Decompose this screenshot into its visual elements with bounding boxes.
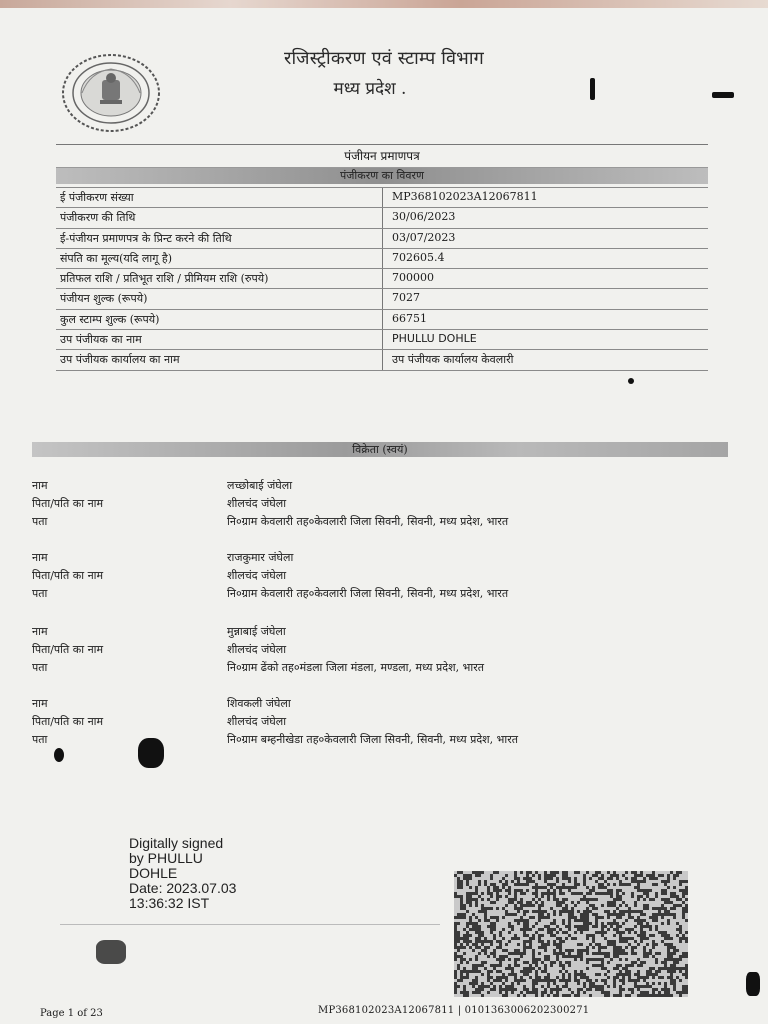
father-label: पिता/पति का नाम	[32, 715, 104, 728]
row-label: पंजीकरण की तिथि	[60, 211, 136, 225]
name-label: नाम	[32, 479, 48, 492]
table-row	[56, 330, 708, 350]
row-value: MP368102023A12067811	[392, 190, 538, 203]
seller-father: शीलचंद जंघेला	[227, 643, 287, 656]
signature-line: by PHULLU	[129, 850, 203, 866]
digital-signature	[129, 836, 269, 911]
row-label: पंजीयन शुल्क (रूपये)	[60, 292, 148, 306]
seller-entry	[32, 694, 732, 748]
scan-mark	[54, 748, 64, 762]
seller-name: शिवकली जंघेला	[227, 697, 291, 710]
signature-date: Date: 2023.07.03	[129, 880, 237, 896]
registration-details-subtitle: पंजीकरण का विवरण	[56, 168, 708, 184]
seller-name: राजकुमार जंघेला	[227, 551, 294, 564]
table-row	[56, 188, 708, 208]
scan-mark	[590, 78, 595, 100]
table-row	[56, 310, 708, 330]
page-number: Page 1 of 23	[40, 1008, 103, 1019]
seller-address: नि०ग्राम केवलारी तह०केवलारी जिला सिवनी, सिवनी, मध्य प्रदेश, भारत	[227, 515, 509, 528]
qr-code-pattern	[454, 871, 688, 997]
divider	[60, 924, 440, 925]
row-value: उप पंजीयक कार्यालय केवलारी	[392, 353, 514, 367]
address-label: पता	[32, 733, 48, 746]
table-row	[56, 350, 708, 370]
name-label: नाम	[32, 625, 48, 638]
seller-entry	[32, 476, 732, 530]
table-row	[56, 249, 708, 269]
father-label: पिता/पति का नाम	[32, 497, 104, 510]
seller-name: मुन्नाबाई जंघेला	[227, 625, 286, 638]
row-value: 30/06/2023	[392, 210, 456, 224]
row-label: ई पंजीकरण संख्या	[60, 191, 134, 204]
table-row	[56, 289, 708, 309]
row-label: संपति का मूल्य(यदि लागू है)	[60, 251, 173, 265]
row-label: उप पंजीयक का नाम	[60, 333, 142, 347]
seller-address: नि०ग्राम ढेंको तह०मंडला जिला मंडला, मण्डला, मध्य प्रदेश, भारत	[227, 661, 484, 674]
name-label: नाम	[32, 697, 48, 710]
row-value: PHULLU DOHLE	[392, 332, 477, 346]
registration-table	[56, 187, 708, 371]
footer-reference: MP368102023A12067811 | 0101363006202300271	[318, 1005, 590, 1016]
table-row	[56, 208, 708, 228]
row-label: ई-पंजीयन प्रमाणपत्र के प्रिन्ट करने की तिथि	[60, 231, 232, 245]
row-label: प्रतिफल राशि / प्रतिभूत राशि / प्रीमियम राशि (रुपये)	[60, 272, 269, 286]
row-value: 7027	[392, 291, 420, 305]
scan-mark	[746, 972, 760, 996]
address-label: पता	[32, 587, 48, 600]
signature-line: Digitally signed	[129, 835, 224, 851]
table-row	[56, 229, 708, 249]
father-label: पिता/पति का नाम	[32, 569, 104, 582]
row-value: 702605.4	[392, 250, 445, 264]
state-emblem-seal	[60, 52, 162, 134]
row-value: 66751	[392, 311, 427, 325]
page-top-edge	[0, 0, 768, 8]
address-label: पता	[32, 661, 48, 674]
row-label: कुल स्टाम्प शुल्क (रूपये)	[60, 312, 160, 326]
signature-line: DOHLE	[129, 865, 178, 881]
sellers-section-title: विक्रेता (स्वयं)	[32, 442, 728, 457]
seller-entry	[32, 548, 732, 602]
department-title: रजिस्ट्रीकरण एवं स्टाम्प विभाग	[283, 48, 485, 69]
name-label: नाम	[32, 551, 48, 564]
seller-address: नि०ग्राम केवलारी तह०केवलारी जिला सिवनी, सिवनी, मध्य प्रदेश, भारत	[227, 587, 509, 600]
seller-entry	[32, 622, 732, 676]
scan-mark	[96, 940, 126, 964]
signature-time: 13:36:32 IST	[129, 895, 210, 911]
row-value: 700000	[392, 271, 434, 285]
scan-mark	[712, 92, 734, 98]
seller-father: शीलचंद जंघेला	[227, 497, 287, 510]
seller-father: शीलचंद जंघेला	[227, 715, 287, 728]
state-title: मध्य प्रदेश .	[333, 79, 407, 99]
row-value: 03/07/2023	[392, 230, 456, 244]
row-label: उप पंजीयक कार्यालय का नाम	[60, 353, 180, 367]
father-label: पिता/पति का नाम	[32, 643, 104, 656]
certificate-title: पंजीयन प्रमाणपत्र	[56, 144, 708, 168]
scan-mark	[628, 378, 634, 384]
table-row	[56, 269, 708, 289]
address-label: पता	[32, 515, 48, 528]
scan-mark	[138, 738, 164, 768]
seller-father: शीलचंद जंघेला	[227, 569, 287, 582]
seller-address: नि०ग्राम बम्हनीखेडा तह०केवलारी जिला सिवनी, सिवनी, मध्य प्रदेश, भारत	[227, 733, 518, 746]
seller-name: लच्छोबाई जंघेला	[227, 479, 293, 492]
